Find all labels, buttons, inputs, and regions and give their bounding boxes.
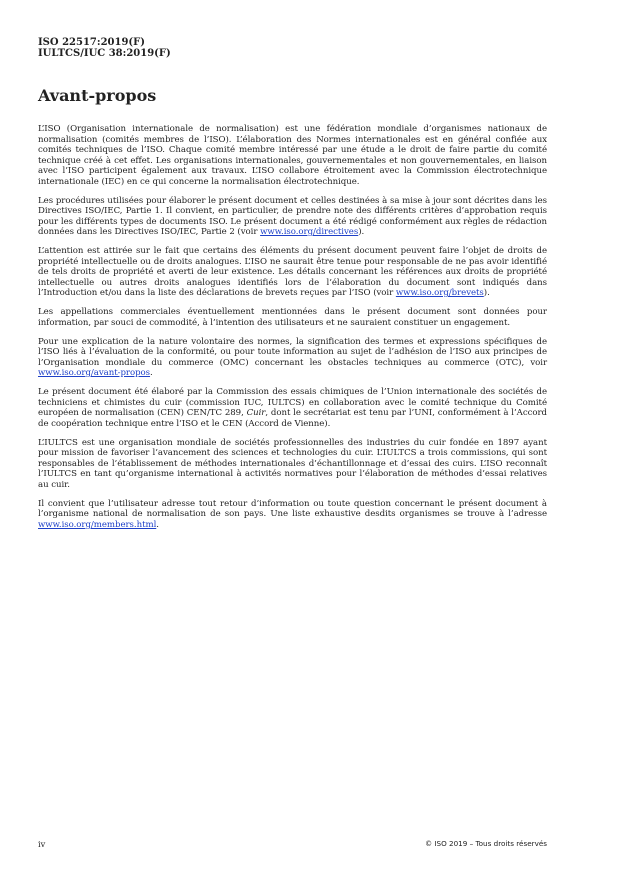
paragraph-end: . [150,368,153,378]
link-avant-propos[interactable]: www.iso.org/avant-propos [38,368,151,378]
page-number: iv [38,839,46,849]
paragraph-end: . [156,519,159,530]
paragraph-voluntary [38,337,547,379]
document-header [38,37,171,59]
paragraph-text: Pour une explication de la nature volontaire des normes, la signification des termes et expressions spécifiques de l’ISO liés à l’évaluation de la conformité, ou pour toute information au sujet de l’adhésion de l’ISO aux principes de l’Organisation mondiale du commerce (OMC) concernant les obstacles techniques au commerce (OTC), voir [38,336,547,368]
paragraph-iultcs: L’IULTCS est une organisation mondiale de sociétés professionnelles des industries du cuir fondée en 1897 ayant pour mission de favoriser l’avancement des sciences et technologies du cuir. L’IULTCS a trois commissions, qui sont responsables de l’établissement de méthodes internationales d’échantillonnage et d’essai des cuirs. L’ISO reconnaît l’IULTCS en tant qu’organisme international à activités normatives pour l’élaboration de méthodes d’essai relatives au cuir. [38,437,547,490]
paragraph-text: Les procédures utilisées pour élaborer le présent document et celles destinées à sa mise à jour sont décrites dans les Directives ISO/IEC, Partie 1. Il convient, en particulier, de prendre note des différents critères d’approbation requis pour les différents types de documents ISO. Le présent document a été rédigé conformément aux règles de rédaction données dans les Directives ISO/IEC, Partie 2 (voir [38,195,547,237]
paragraph-trade-names: Les appellations commerciales éventuellement mentionnées dans le présent document sont données pour information, par souci de commodité, à l’intention des utilisateurs et ne sauraient constituer un engagement. [38,307,547,328]
copyright-notice: © ISO 2019 – Tous droits réservés [424,839,547,848]
paragraph-patents [38,246,547,299]
paragraph-feedback [38,499,547,531]
standard-number: ISO 22517:2019(F) [38,37,145,48]
paragraph-end: ). [483,288,490,298]
paragraph-text: L’attention est attirée sur le fait que certains des éléments du présent document peuvent faire l’objet de droits de propriété intellectuelle ou de droits analogues. L’ISO ne saurait être tenue pour responsable de ne pas avoir identifié de tels droits de propriété et averti de leur existence. Les détails concernant les références aux droits de propriété intellectuelle ou autres droits analogues identifiés lors de l’élaboration du document sont indiqués dans l’Introduction et/ou dans la liste des déclarations de brevets reçues par l’ISO (voir [38,246,547,298]
page-title: Avant-propos [38,86,157,105]
paragraph-end: ). [358,227,365,237]
paragraph-prepared-by [38,387,547,429]
link-directives[interactable]: www.iso.org/directives [260,227,359,237]
paragraph-text: Il convient que l’utilisateur adresse tout retour d’information ou toute question concernant le présent document à l’organisme national de normalisation de son pays. Une liste exhaustive desdits organismes se trouve à l’adresse [38,498,547,519]
committee-title: Cuir [246,408,266,418]
link-brevets[interactable]: www.iso.org/brevets [395,288,484,298]
link-members[interactable]: www.iso.org/members.html [38,519,157,530]
paragraph-end: , dont le secrétariat est tenu par l’UNI, conformément à l’Accord de coopération technique entre l’ISO et le CEN (Accord de Vienne). [38,408,547,429]
paragraph-text: Le présent document été élaboré par la Commission des essais chimiques de l’Union internationale des sociétés de techniciens et chimistes du cuir (commission IUC, IULTCS) en collaboration avec le comité technique du Comité européen de normalisation (CEN) CEN/TC 289, [38,387,547,418]
paragraph-procedures [38,196,547,238]
paragraph-iso: L’ISO (Organisation internationale de normalisation) est une fédération mondiale d’organismes nationaux de normalisation (comités membres de l’ISO). L’élaboration des Normes internationales est en général confiée aux comités techniques de l’ISO. Chaque comité membre intéressé par une étude a le droit de faire partie du comité technique créé à cet effet. Les organisations internationales, gouvernementales et non gouvernementales, en liaison avec l’ISO participent également aux travaux. L’ISO collabore étroitement avec la Commission électrotechnique internationale (IEC) en ce qui concerne la normalisation électrotechnique. [38,124,547,187]
document-body [38,124,547,539]
iultcs-number: IULTCS/IUC 38:2019(F) [38,48,171,59]
